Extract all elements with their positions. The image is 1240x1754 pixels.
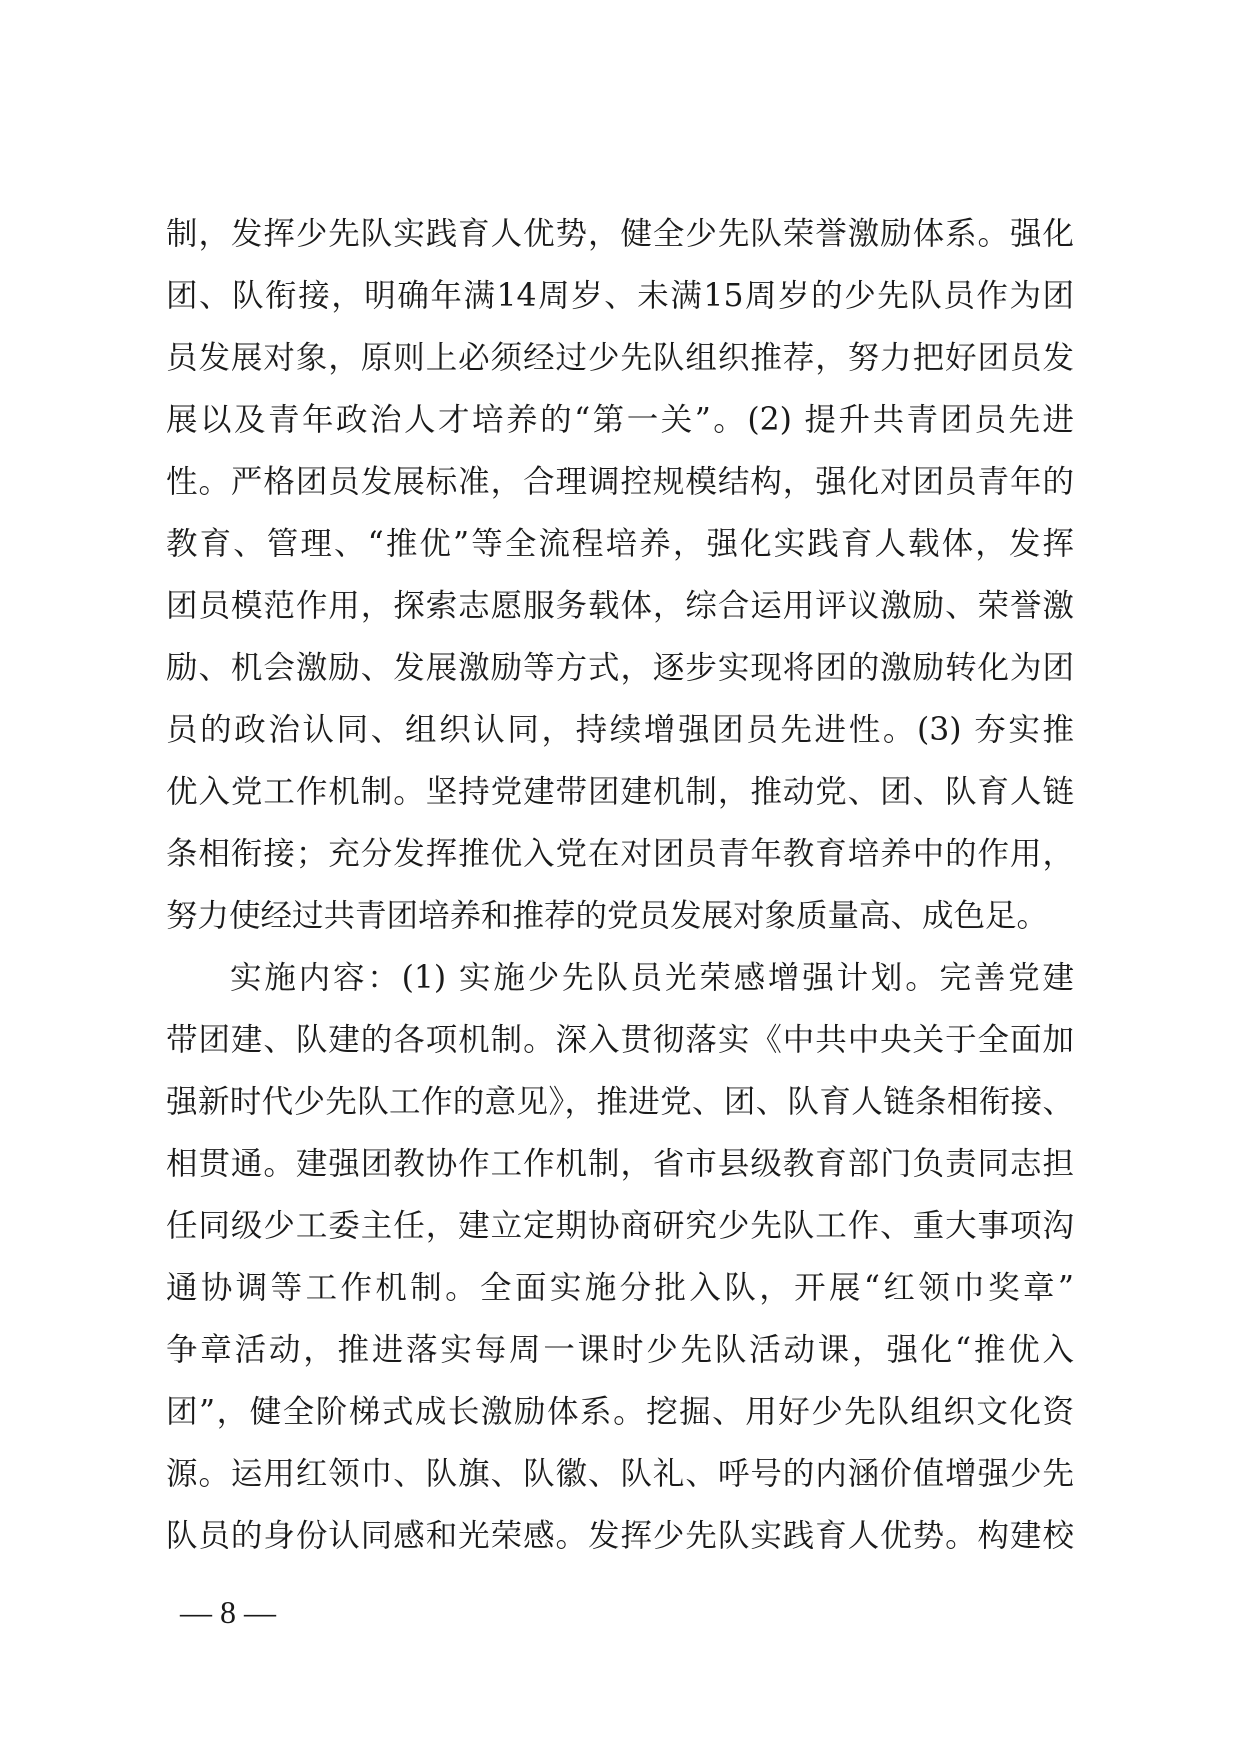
paragraph-first-line: 实施内容：(1) 实施少先队员光荣感增强计划。完善党建 xyxy=(230,960,1074,996)
text-line: 条相衔接；充分发挥推优入党在对团员青年教育培养中的作用， xyxy=(166,836,1074,872)
text-line: 性。严格团员发展标准，合理调控规模结构，强化对团员青年的 xyxy=(166,464,1074,500)
text-line: 相贯通。建强团教协作工作机制，省市县级教育部门负责同志担 xyxy=(166,1146,1074,1182)
text-line: 优入党工作机制。坚持党建带团建机制，推动党、团、队育人链 xyxy=(166,774,1074,810)
text-line: 努力使经过共青团培养和推荐的党员发展对象质量高、成色足。 xyxy=(166,898,1049,934)
text-line: 通协调等工作机制。全面实施分批入队，开展“红领巾奖章” xyxy=(166,1270,1074,1306)
text-line: 团、队衔接，明确年满14周岁、未满15周岁的少先队员作为团 xyxy=(166,278,1074,314)
text-line: 展以及青年政治人才培养的“第一关”。(2) 提升共青团员先进 xyxy=(166,402,1074,438)
text-line: 源。运用红领巾、队旗、队徽、队礼、呼号的内涵价值增强少先 xyxy=(166,1456,1074,1492)
text-line: 员发展对象，原则上必须经过少先队组织推荐，努力把好团员发 xyxy=(166,340,1074,376)
text-line: 制，发挥少先队实践育人优势，健全少先队荣誉激励体系。强化 xyxy=(166,216,1074,252)
text-line: 带团建、队建的各项机制。深入贯彻落实《中共中央关于全面加 xyxy=(166,1022,1074,1058)
text-line: 队员的身份认同感和光荣感。发挥少先队实践育人优势。构建校 xyxy=(166,1518,1074,1554)
text-line: 强新时代少先队工作的意见》，推进党、团、队育人链条相衔接、 xyxy=(166,1084,1074,1120)
text-line: 任同级少工委主任，建立定期协商研究少先队工作、重大事项沟 xyxy=(166,1208,1074,1244)
text-line: 团员模范作用，探索志愿服务载体，综合运用评议激励、荣誉激 xyxy=(166,588,1074,624)
body-text xyxy=(166,203,1074,1567)
text-line: 教育、管理、“推优”等全流程培养，强化实践育人载体，发挥 xyxy=(166,526,1074,562)
text-line: 励、机会激励、发展激励等方式，逐步实现将团的激励转化为团 xyxy=(166,650,1074,686)
text-line: 争章活动，推进落实每周一课时少先队活动课，强化“推优入 xyxy=(166,1332,1074,1368)
text-line: 团”，健全阶梯式成长激励体系。挖掘、用好少先队组织文化资 xyxy=(166,1394,1074,1430)
text-line: 员的政治认同、组织认同，持续增强团员先进性。(3) 夯实推 xyxy=(166,712,1074,748)
page-number: — 8 — xyxy=(180,1594,276,1630)
